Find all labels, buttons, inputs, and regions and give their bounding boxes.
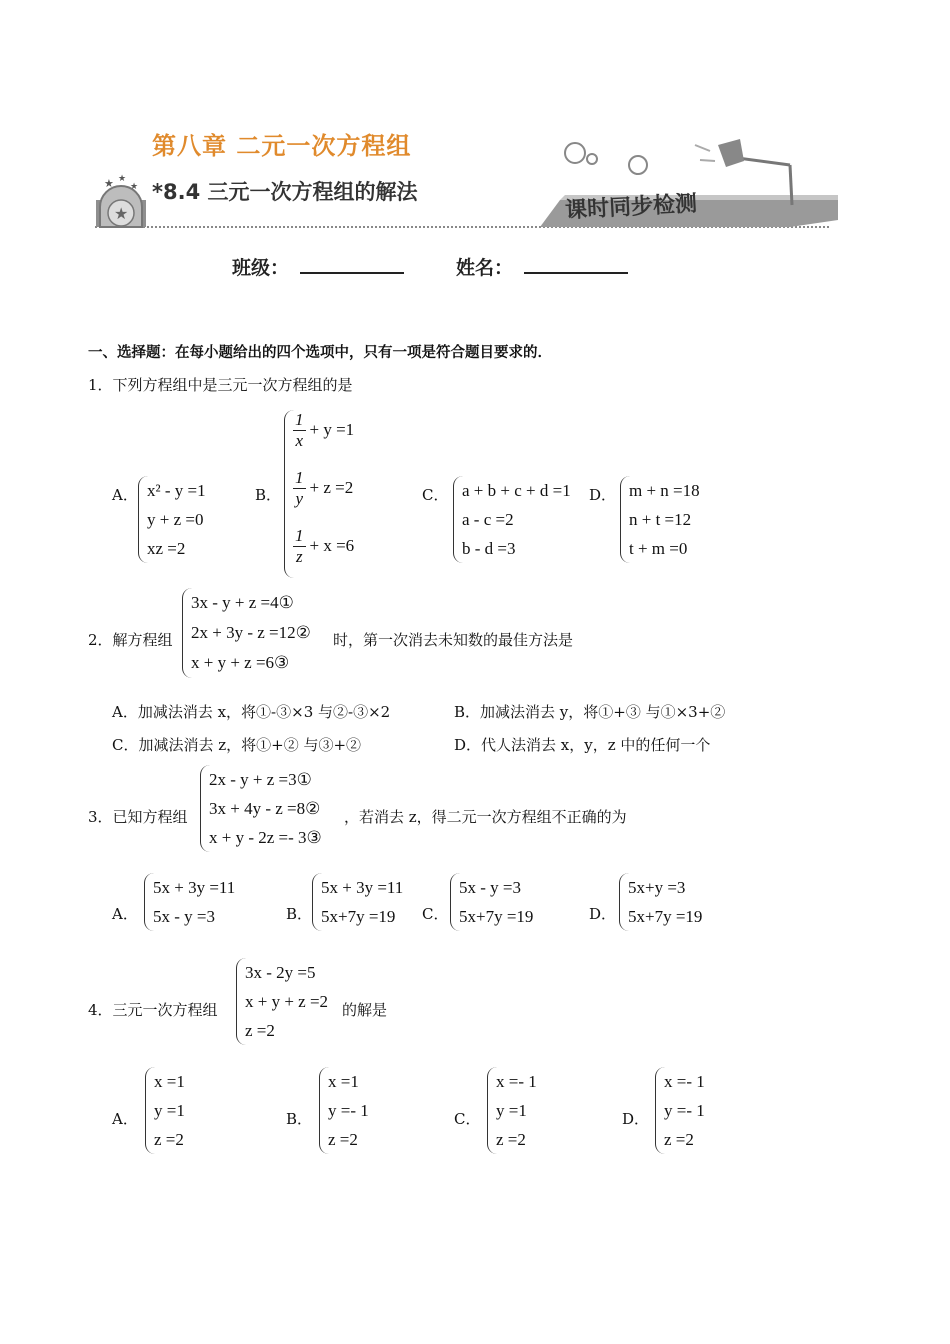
equation: 5x+y =3 bbox=[628, 878, 686, 897]
equation: x + y + z =2 bbox=[245, 992, 329, 1011]
svg-text:★: ★ bbox=[114, 204, 129, 223]
equation: t + m =0 bbox=[629, 539, 688, 558]
equation: z =2 bbox=[496, 1130, 526, 1149]
q4-option-b-label: B． bbox=[286, 1110, 313, 1128]
class-field[interactable] bbox=[300, 252, 404, 274]
equation: z =2 bbox=[664, 1130, 694, 1149]
equation: x + y + z =6③ bbox=[191, 653, 290, 672]
equation: 3x - y + z =4① bbox=[191, 593, 294, 612]
q2-option-a: A．加减法消去 x，将①-③×3 与②-③×2 bbox=[112, 703, 391, 721]
equation: x =- 1 bbox=[664, 1072, 705, 1091]
q2-stem: 2．解方程组 bbox=[88, 631, 173, 649]
name-field[interactable] bbox=[524, 252, 628, 274]
q4-option-d-label: D． bbox=[622, 1110, 650, 1128]
q3-option-b-system bbox=[312, 873, 403, 931]
svg-text:★: ★ bbox=[118, 174, 127, 184]
q2-option-c: C．加减法消去 z，将①+② 与③+② bbox=[112, 736, 362, 754]
q1-option-d-label: D． bbox=[589, 486, 617, 504]
q1-option-b-label: B． bbox=[255, 486, 282, 504]
q1-option-a-label: A． bbox=[112, 486, 138, 504]
q3-option-d-system bbox=[619, 873, 702, 931]
equation: $\frac{1}{z}$ + x =6 bbox=[295, 526, 355, 566]
q3-option-c-label: C． bbox=[422, 905, 449, 923]
equation: x =1 bbox=[328, 1072, 359, 1091]
equation: a - c =2 bbox=[462, 510, 514, 529]
q4-system bbox=[236, 958, 328, 1045]
equation: 5x + 3y =11 bbox=[321, 878, 404, 897]
equation: z =2 bbox=[245, 1021, 275, 1040]
q3-option-c-system bbox=[450, 873, 533, 931]
q4-option-c-label: C． bbox=[454, 1110, 481, 1128]
chapter-title: 第八章 二元一次方程组 bbox=[152, 132, 412, 160]
fraction: $\frac{1}{z}$ bbox=[295, 526, 304, 566]
q2-option-b: B．加减法消去 y，将①+③ 与①×3+② bbox=[454, 703, 726, 721]
equation: $\frac{1}{x}$ + y =1 bbox=[295, 410, 355, 450]
q2-tail: 时，第一次消去未知数的最佳方法是 bbox=[333, 631, 574, 649]
equation: m + n =18 bbox=[629, 481, 700, 500]
q4-stem: 4．三元一次方程组 bbox=[88, 1001, 218, 1019]
equation: x =- 1 bbox=[496, 1072, 537, 1091]
svg-text:★: ★ bbox=[130, 182, 139, 192]
q3-stem: 3．已知方程组 bbox=[88, 808, 188, 826]
q2-system bbox=[182, 588, 311, 678]
q4-option-a-label: A． bbox=[112, 1110, 138, 1128]
q1-option-a-system bbox=[138, 476, 206, 563]
q3-option-a-label: A． bbox=[112, 905, 138, 923]
equation: 3x + 4y - z =8② bbox=[209, 799, 321, 818]
fraction: $\frac{1}{x}$ bbox=[295, 410, 304, 450]
equation: $\frac{1}{y}$ + z =2 bbox=[295, 468, 354, 508]
equation: b - d =3 bbox=[462, 539, 516, 558]
equation: y =- 1 bbox=[664, 1101, 705, 1120]
q2-option-d: D．代人法消去 x，y，z 中的任何一个 bbox=[454, 736, 711, 754]
q1-option-b-system bbox=[284, 410, 354, 578]
equation: y =- 1 bbox=[328, 1101, 369, 1120]
equation: z =2 bbox=[328, 1130, 358, 1149]
q3-option-a-system bbox=[144, 873, 235, 931]
equation: x =1 bbox=[154, 1072, 185, 1091]
equation: 2x - y + z =3① bbox=[209, 770, 312, 789]
equation: 5x - y =3 bbox=[459, 878, 521, 897]
equation: 3x - 2y =5 bbox=[245, 963, 316, 982]
fraction: $\frac{1}{y}$ bbox=[295, 468, 304, 508]
equation: 5x - y =3 bbox=[153, 907, 215, 926]
q3-option-b-label: B． bbox=[286, 905, 313, 923]
q1-option-d-system bbox=[620, 476, 700, 563]
equation: y + z =0 bbox=[147, 510, 204, 529]
equation: n + t =12 bbox=[629, 510, 692, 529]
equation: xz =2 bbox=[147, 539, 186, 558]
equation: 5x+7y =19 bbox=[321, 907, 396, 926]
q4-option-d-system bbox=[655, 1067, 705, 1154]
name-label: 姓名： bbox=[456, 257, 514, 279]
equation: 2x + 3y - z =12② bbox=[191, 623, 311, 642]
class-label: 班级： bbox=[232, 257, 290, 279]
q1-option-c-system bbox=[453, 476, 571, 563]
equation: a + b + c + d =1 bbox=[462, 481, 571, 500]
q4-option-c-system bbox=[487, 1067, 537, 1154]
q4-option-b-system bbox=[319, 1067, 369, 1154]
svg-text:★: ★ bbox=[104, 177, 114, 190]
q4-tail: 的解是 bbox=[342, 1001, 388, 1019]
equation: y =1 bbox=[496, 1101, 527, 1120]
equation: z =2 bbox=[154, 1130, 184, 1149]
q1-stem: 1．下列方程组中是三元一次方程组的是 bbox=[88, 376, 353, 394]
badge-text: 课时同步检测 bbox=[564, 191, 698, 224]
q4-option-a-system bbox=[145, 1067, 185, 1154]
q3-option-d-label: D． bbox=[589, 905, 617, 923]
equation: x + y - 2z =- 3③ bbox=[209, 828, 322, 847]
equation: y =1 bbox=[154, 1101, 185, 1120]
q3-system bbox=[200, 765, 322, 852]
equation: 5x+7y =19 bbox=[459, 907, 534, 926]
equation: 5x + 3y =11 bbox=[153, 878, 236, 897]
lesson-title: *8.4 三元一次方程组的解法 bbox=[152, 180, 418, 204]
q3-tail: ，若消去 z，得二元一次方程组不正确的为 bbox=[344, 808, 627, 826]
equation: x² - y =1 bbox=[147, 481, 206, 500]
q1-option-c-label: C． bbox=[422, 486, 449, 504]
section-heading: 一、选择题：在每小题给出的四个选项中，只有一项是符合题目要求的． bbox=[88, 345, 552, 361]
equation: 5x+7y =19 bbox=[628, 907, 703, 926]
